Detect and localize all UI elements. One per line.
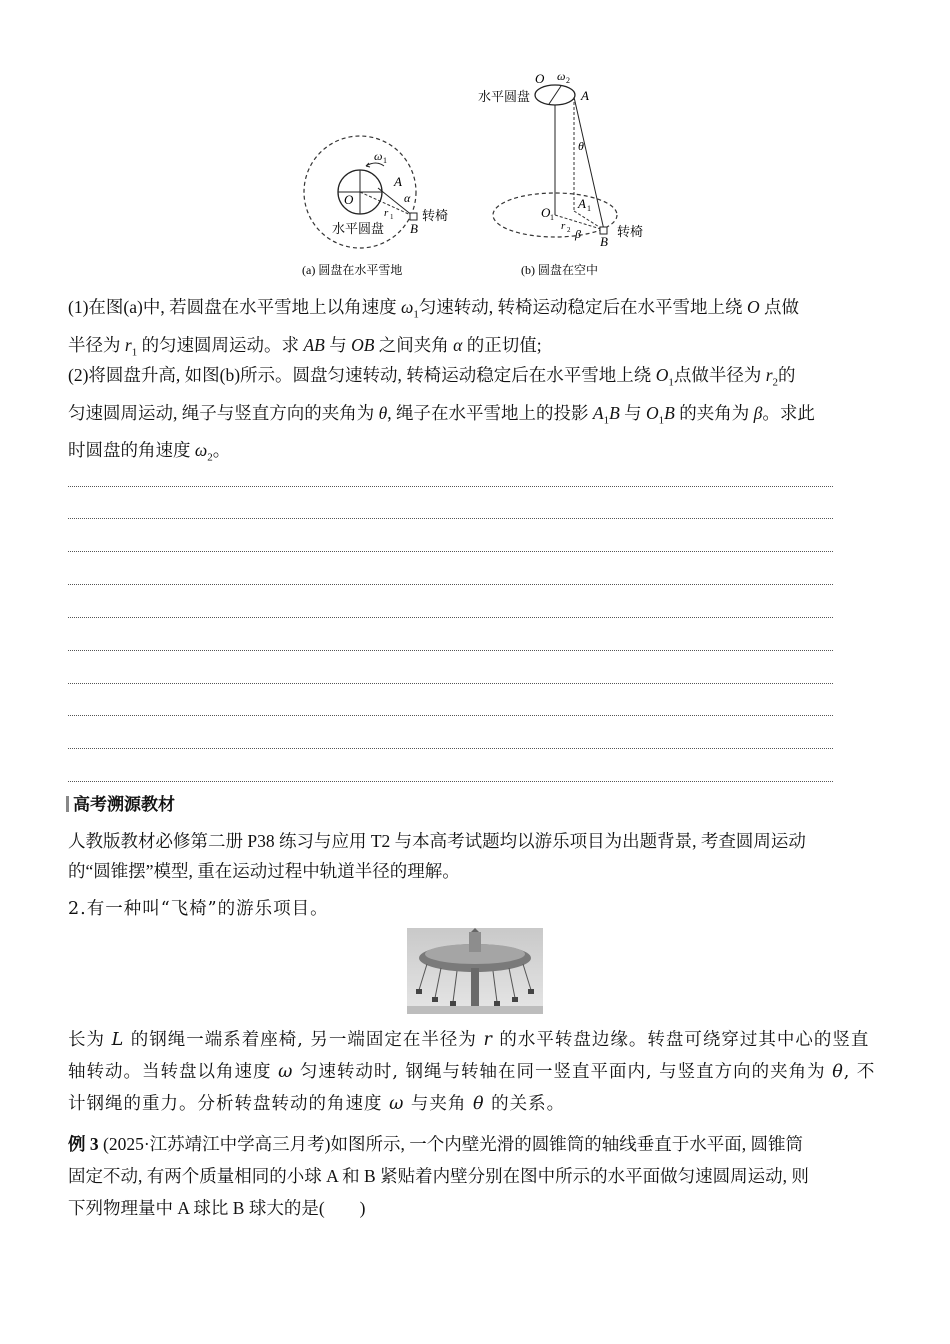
section-title: 高考溯源教材 bbox=[66, 790, 175, 815]
label-A1-sub: 1 bbox=[587, 204, 591, 213]
swing-ride-photo bbox=[407, 928, 543, 1014]
answer-line bbox=[68, 584, 833, 585]
answer-line bbox=[68, 617, 833, 618]
answer-line bbox=[68, 551, 833, 552]
label-O1: O bbox=[541, 205, 551, 220]
label-B-b: B bbox=[600, 234, 608, 249]
caption-b: (b) 圆盘在空中 bbox=[521, 263, 598, 277]
section-bar bbox=[66, 796, 69, 812]
caption-a: (a) 圆盘在水平雪地 bbox=[302, 263, 403, 277]
chair-a bbox=[410, 213, 417, 220]
source-text: 人教版教材必修第二册 P38 练习与应用 T2 与本高考试题均以游乐项目为出题背景, 考查圆周运动 的“圆锥摆”模型, 重在运动过程中轨道半径的理解。 bbox=[68, 831, 806, 881]
disk-label-b: 水平圆盘 bbox=[478, 89, 531, 104]
label-O: O bbox=[344, 192, 354, 207]
label-r2-sub: 2 bbox=[567, 226, 571, 234]
example-label: 例 3 bbox=[68, 1134, 99, 1154]
label-A: A bbox=[394, 174, 402, 189]
omega2-sub: 2 bbox=[566, 76, 570, 85]
answer-line bbox=[68, 715, 833, 716]
answer-line bbox=[68, 748, 833, 749]
chair-b bbox=[600, 227, 607, 234]
omega1-label: ω bbox=[374, 149, 383, 163]
disk-label-a: 水平圆盘 bbox=[332, 221, 385, 236]
label-O1-sub: 1 bbox=[550, 213, 554, 222]
label-alpha: α bbox=[404, 191, 411, 205]
chair-label-a: 转椅 bbox=[422, 208, 449, 223]
label-B: B bbox=[410, 221, 418, 236]
answer-line bbox=[68, 650, 833, 651]
label-A-b: A bbox=[581, 88, 589, 103]
question-1: (1)在图(a)中, 若圆盘在水平雪地上以角速度 $\omega_1$匀速转动, 转椅运动稳定后在水平雪地上绕 O 点做 半径为 $r_1$ 的匀速圆周运动。求 AB 与 OB 之间夹角 α 的正切值; bbox=[68, 297, 799, 358]
figure-b bbox=[475, 68, 655, 280]
example-3: 例 3 (2025·江苏靖江中学高三月考)如图所示, 一个内壁光滑的圆锥筒的轴线垂直于水平面, 圆锥筒 固定不动, 有两个质量相同的小球 A 和 B 紧贴着内壁分别在图中所示的水平面做匀速圆周运动, 则 下列物理量中 A 球比 B 球大的是( ) bbox=[68, 1134, 809, 1218]
answer-line bbox=[68, 518, 833, 519]
omega1-sub: 1 bbox=[383, 156, 387, 165]
chair-label-b: 转椅 bbox=[617, 224, 644, 239]
label-r2: r bbox=[561, 220, 566, 232]
label-O-b: O bbox=[535, 71, 545, 86]
label-beta: β bbox=[575, 227, 581, 241]
answer-line bbox=[68, 781, 833, 782]
question-2: (2)将圆盘升高, 如图(b)所示。圆盘匀速转动, 转椅运动稳定后在水平雪地上绕 $O_1$点做半径为 $r_2$的 匀速圆周运动, 绳子与竖直方向的夹角为 θ, 绳子在水平雪地上的投影 $A_1B$ 与 $O_1B$ 的夹角为 β。求此 时圆盘的角速度 $\omega_2$。 bbox=[68, 365, 815, 464]
answer-line bbox=[68, 486, 833, 487]
figure-a bbox=[300, 130, 470, 280]
omega2-label: ω bbox=[557, 69, 566, 83]
answer-line bbox=[68, 683, 833, 684]
label-theta: θ bbox=[578, 139, 584, 153]
problem-2-body: 长为 L 的钢绳一端系着座椅, 另一端固定在半径为 r 的水平转盘边缘。转盘可绕穿过其中心的竖直 轴转动。当转盘以角速度 ω 匀速转动时, 钢绳与转轴在同一竖直平面内, 与竖直方向的夹角为 θ, 不 计钢绳的重力。分析转盘转动的角速度 ω 与夹角 θ 的关系。 bbox=[68, 1030, 876, 1114]
label-r1-sub: 1 bbox=[390, 213, 394, 221]
label-r1: r bbox=[384, 207, 389, 219]
problem-2-intro: 2.有一种叫“飞椅”的游乐项目。 bbox=[68, 899, 329, 919]
label-A1: A bbox=[578, 196, 586, 211]
